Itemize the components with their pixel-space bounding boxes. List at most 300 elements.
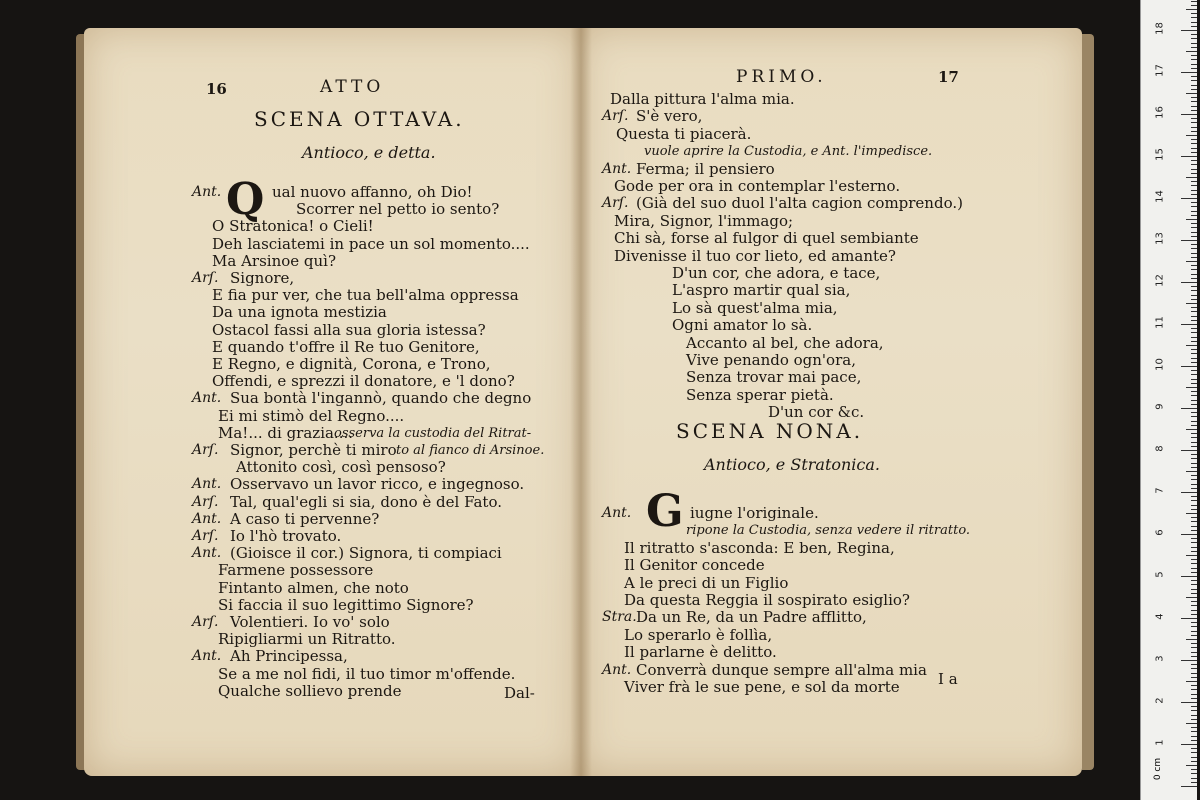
ruler-tick [1191,185,1197,186]
ruler-tick [1181,534,1197,535]
speaker-label: Ant. [602,505,632,521]
ruler-tick [1191,253,1197,254]
ruler-tick [1191,412,1197,413]
ruler-tick [1191,773,1197,774]
ruler-tick [1191,475,1197,476]
ruler-tick [1191,631,1197,632]
ruler-tick [1181,576,1197,577]
ruler-tick [1191,106,1197,107]
ruler-tick [1191,530,1197,531]
ruler-tick [1181,72,1197,73]
ruler-tick [1191,265,1197,266]
verse-line: Ripigliarmi un Ritratto. [218,630,396,649]
ruler-number: 6 [1154,529,1166,536]
ruler-tick [1181,786,1197,787]
ruler-tick [1191,122,1197,123]
ruler-number: 15 [1154,148,1166,161]
verse-line: Da una ignota mestizia [212,303,387,322]
drop-cap-q: Q [226,174,265,225]
verse-line: A caso ti pervenne? [230,509,380,528]
ruler-tick [1191,202,1197,203]
ruler-tick [1181,702,1197,703]
verse-line: (Gioisce il cor.) Signora, ti compiaci [230,544,502,563]
ruler-tick [1191,593,1197,594]
ruler-tick [1191,395,1197,396]
ruler-tick [1191,421,1197,422]
ruler-tick [1191,694,1197,695]
ruler-tick [1191,635,1197,636]
ruler-tick [1186,555,1197,556]
verse-line: Lo sà quest'alma mia, [672,298,838,317]
ruler-tick [1191,17,1197,18]
left-page [84,28,580,776]
ruler-tick [1191,589,1197,590]
verse-line: Questa ti piacerà. [616,124,752,143]
verse-line: Attonito così, così pensoso? [236,458,446,477]
verse-line: Si faccia il suo legittimo Signore? [218,595,474,614]
ruler-tick [1191,748,1197,749]
ruler-tick [1186,471,1197,472]
verse-line: O Stratonica! o Cieli! [212,217,374,236]
speaker-label: Ant. [602,160,632,177]
ruler-tick [1191,13,1197,14]
ruler-tick [1191,286,1197,287]
ruler-tick [1191,437,1197,438]
ruler-tick [1191,677,1197,678]
ruler-tick [1186,219,1197,220]
ruler-tick [1191,164,1197,165]
ruler-tick [1191,425,1197,426]
ruler-tick [1191,143,1197,144]
ruler-tick [1191,706,1197,707]
ruler-tick [1186,177,1197,178]
ruler-tick [1191,22,1197,23]
ruler-tick [1181,492,1197,493]
speaker-label: Ant. [602,661,632,678]
ruler-number: 9 [1154,403,1166,410]
ruler-tick [1181,114,1197,115]
ruler-number: 5 [1154,571,1166,578]
ruler-tick [1186,429,1197,430]
ruler-tick [1186,681,1197,682]
verse-line: (Già del suo duol l'alta cagion comprendo.) [636,194,963,213]
ruler-tick [1191,542,1197,543]
running-header-left: ATTO [320,77,385,97]
ruler-tick [1186,765,1197,766]
ruler-tick [1191,118,1197,119]
verse-line: Il Genitor concede [624,556,765,575]
verse-line: Deh lasciatemi in pace un sol momento.... [212,234,530,253]
ruler-tick [1191,736,1197,737]
ruler-tick [1191,223,1197,224]
ruler-tick [1191,139,1197,140]
ruler-tick [1191,778,1197,779]
ruler-tick [1191,769,1197,770]
ruler-tick [1191,610,1197,611]
ruler-tick [1191,383,1197,384]
verse-line: Vive penando ogn'ora, [686,351,856,369]
ruler-tick [1191,349,1197,350]
ruler-tick [1191,362,1197,363]
verse-line: D'un cor, che adora, e tace, [672,264,881,282]
ruler-tick [1186,387,1197,388]
ruler-tick [1191,689,1197,690]
page-number-right: 17 [938,68,959,86]
verse-line: D'un cor &c. [768,403,865,422]
ruler-tick [1191,152,1197,153]
ruler-tick [1191,5,1197,6]
ruler-tick [1186,597,1197,598]
ruler-tick [1191,244,1197,245]
ruler-tick [1191,538,1197,539]
ruler-tick [1191,232,1197,233]
catchword: Dal- [504,684,535,702]
verse-line: ual nuovo affanno, oh Dio! [272,183,473,201]
ruler-tick [1191,169,1197,170]
ruler-tick [1191,454,1197,455]
ruler-number: 10 [1154,358,1166,371]
ruler-tick [1191,299,1197,300]
ruler-tick [1191,320,1197,321]
ruler-tick [1191,370,1197,371]
ruler-tick [1191,181,1197,182]
verse-line: Scorrer nel petto io sento? [296,200,500,219]
ruler-tick [1191,206,1197,207]
ruler-tick [1191,572,1197,573]
speaker-label: Arſ. [192,614,219,630]
ruler-tick [1191,211,1197,212]
verse-line: Signor, perchè ti miro [230,441,397,459]
ruler-tick [1191,622,1197,623]
speaker-label: Arſ. [602,195,629,212]
ruler-tick [1186,135,1197,136]
ruler-tick [1191,101,1197,102]
ruler-number: 4 [1154,613,1166,620]
speaker-label: Arſ. [602,108,629,125]
verse-line: Signore, [230,269,295,287]
verse-line: E quando t'offre il Re tuo Genitore, [212,337,480,356]
speaker-label: Ant. [192,648,222,665]
ruler-tick [1191,26,1197,27]
ruler-tick [1191,463,1197,464]
ruler-tick [1191,85,1197,86]
ruler-tick [1191,626,1197,627]
verse-line: E fia pur ver, che tua bell'alma oppressa [212,286,519,305]
ruler-tick [1191,257,1197,258]
ruler-tick [1191,34,1197,35]
verse-line: Offendi, e sprezzi il donatore, e 'l dono? [212,372,515,391]
scene-title-right: SCENA NONA. [676,419,864,443]
ruler-tick [1191,215,1197,216]
ruler-tick [1181,408,1197,409]
verse-line: Ogni amator lo sà. [672,316,813,335]
ruler-tick [1186,51,1197,52]
ruler-tick [1191,55,1197,56]
ruler-number: 17 [1154,64,1166,77]
ruler-number: 12 [1154,274,1166,287]
ruler-tick [1191,500,1197,501]
verse-line: L'aspro martir qual sia, [672,281,851,300]
ruler-tick [1191,559,1197,560]
ruler-tick [1181,30,1197,31]
verse-line: Ah Principessa, [230,647,348,666]
verse-line: Farmene possessore [218,561,374,580]
speaker-label: Arſ. [192,528,219,544]
ruler-tick [1191,97,1197,98]
verse-line: Gode per ora in contemplar l'esterno. [614,177,901,195]
ruler-number: 8 [1154,445,1166,452]
ruler-tick [1191,656,1197,657]
ruler-tick [1191,341,1197,342]
ruler-tick [1191,295,1197,296]
ruler-tick [1191,416,1197,417]
ruler-tick [1191,80,1197,81]
stage-direction: ripone la Custodia, senza vedere il ritratto. [686,523,971,539]
ruler-tick [1191,337,1197,338]
ruler-tick [1191,442,1197,443]
ruler-tick [1191,551,1197,552]
verse-line: E Regno, e dignità, Corona, e Trono, [212,355,491,373]
verse-line: Il parlarne è delitto. [624,643,777,662]
ruler-tick [1181,618,1197,619]
ruler-tick [1191,127,1197,128]
ruler-tick [1191,685,1197,686]
ruler-number: 18 [1154,22,1166,35]
verse-line: Io l'hò trovato. [230,527,342,545]
ruler-tick [1186,345,1197,346]
scene-characters-right: Antioco, e Stratonica. [704,455,881,474]
ruler-tick [1191,374,1197,375]
ruler-tick [1181,324,1197,325]
ruler-tick [1181,198,1197,199]
ruler-tick [1181,240,1197,241]
ruler-tick [1191,47,1197,48]
ruler-tick [1191,488,1197,489]
scene-characters-left: Antioco, e detta. [302,143,436,162]
ruler-tick [1191,64,1197,65]
verse-line: Ei mi stimò del Regno.... [218,406,405,425]
ruler-tick [1191,563,1197,564]
verse-line: Dalla pittura l'alma mia. [610,90,795,108]
ruler-tick [1186,513,1197,514]
verse-line: S'è vero, [636,107,703,126]
ruler-tick [1191,190,1197,191]
ruler-tick [1191,311,1197,312]
ruler-tick [1191,647,1197,648]
ruler-tick [1186,303,1197,304]
ruler-tick [1191,110,1197,111]
ruler-number: 16 [1154,106,1166,119]
verse-line: Senza trovar mai pace, [686,368,862,387]
ruler-tick [1191,227,1197,228]
ruler-tick [1191,727,1197,728]
verse-line: Accanto al bel, che adora, [686,333,884,352]
ruler-number: 11 [1154,316,1166,329]
verse-line: Sua bontà l'ingannò, quando che degno [230,389,532,408]
ruler-tick [1191,194,1197,195]
verse-line: Ostacol fassi alla sua gloria istessa? [212,320,486,339]
ruler-tick [1191,484,1197,485]
ruler-tick [1191,614,1197,615]
ruler-tick [1191,269,1197,270]
ruler-tick [1191,467,1197,468]
ruler-number: 1 [1154,739,1166,746]
ruler-tick [1191,89,1197,90]
ruler-tick [1191,479,1197,480]
ruler-tick [1186,9,1197,10]
ruler-tick [1191,400,1197,401]
open-book [84,18,1088,782]
ruler-tick [1181,450,1197,451]
stage-direction: vuole aprire la Custodia, e Ant. l'impedisce. [644,144,933,160]
ruler-tick [1191,236,1197,237]
scene-title-left: SCENA OTTAVA. [254,107,465,131]
ruler-tick [1191,719,1197,720]
ruler-tick [1191,517,1197,518]
speaker-label: Arſ. [192,442,219,458]
verse-line: Qualche sollievo prende [218,681,402,700]
ruler-number: 14 [1154,190,1166,203]
ruler-number: 2 [1154,697,1166,704]
ruler-tick [1191,307,1197,308]
ruler-tick [1191,379,1197,380]
verse-line: iugne l'originale. [690,504,819,522]
verse-line: Lo sperarlo è follìa, [624,625,773,644]
stage-direction: osserva la custodia del Ritrat- [334,425,532,441]
drop-cap-g: G [646,486,684,537]
ruler-tick [1191,757,1197,758]
ruler-tick [1191,698,1197,699]
ruler-tick [1191,643,1197,644]
ruler-tick [1191,278,1197,279]
page-number-left: 16 [206,80,227,98]
ruler-tick [1191,568,1197,569]
verse-line: Da un Re, da un Padre afflitto, [636,608,867,627]
verse-line: Divenisse il tuo cor lieto, ed amante? [614,246,896,265]
verse-line: Chi sà, forse al fulgor di quel sembiante [614,229,919,248]
ruler-tick [1191,668,1197,669]
ruler-tick [1191,248,1197,249]
speaker-label: Ant. [192,476,222,493]
speaker-label: Arſ. [192,270,219,286]
ruler-tick [1191,496,1197,497]
ruler-tick [1191,391,1197,392]
ruler-tick [1191,446,1197,447]
ruler-tick [1186,723,1197,724]
ruler-tick [1191,584,1197,585]
verse-line: Osservavo un lavor ricco, e ingegnoso. [230,475,525,494]
ruler-tick [1186,261,1197,262]
ruler-tick [1191,652,1197,653]
ruler-tick [1191,731,1197,732]
ruler-tick [1191,274,1197,275]
verse-line: Se a me nol fidi, il tuo timor m'offende. [218,664,516,683]
ruler-tick [1186,93,1197,94]
ruler-tick [1191,601,1197,602]
ruler-tick [1191,664,1197,665]
ruler-tick [1191,59,1197,60]
ruler-tick [1191,43,1197,44]
speaker-label: Arſ. [192,493,219,510]
ruler-tick [1191,580,1197,581]
ruler-tick [1181,660,1197,661]
ruler-tick [1186,639,1197,640]
verse-line: Ma Arsinoe quì? [212,251,337,270]
ruler-tick [1191,761,1197,762]
ruler-tick [1191,173,1197,174]
ruler-tick [1191,673,1197,674]
ruler-tick [1191,521,1197,522]
running-header-right: PRIMO. [736,67,827,87]
ruler-tick [1191,782,1197,783]
ruler-tick [1181,156,1197,157]
ruler-tick [1191,76,1197,77]
ruler-tick [1191,433,1197,434]
ruler-tick [1181,744,1197,745]
verse-line: Volentieri. Io vo' solo [230,613,390,631]
ruler-tick [1191,404,1197,405]
speaker-label: Ant. [192,545,222,562]
ruler-tick [1191,358,1197,359]
ruler-tick [1191,526,1197,527]
verse-line: Tal, qual'egli si sia, dono è del Fato. [230,492,502,511]
verse-line: Il ritratto s'asconda: E ben, Regina, [624,538,895,557]
measuring-ruler [1140,0,1197,800]
ruler-tick [1191,605,1197,606]
speaker-label: Ant. [192,184,222,200]
ruler-tick [1191,290,1197,291]
signature-mark: I a [938,670,958,688]
verse-line: Converrà dunque sempre all'alma mia [636,660,927,679]
ruler-tick [1191,715,1197,716]
ruler-tick [1191,328,1197,329]
book-edge-right [1082,34,1094,770]
stage-direction: to al fianco di Arsinoe. [396,443,545,458]
ruler-tick [1191,160,1197,161]
speaker-label: Stra. [602,609,637,626]
ruler-unit-label: 0 cm [1153,757,1164,781]
verse-line: Da questa Reggia il sospirato esiglio? [624,591,910,609]
ruler-number: 7 [1154,487,1166,494]
ruler-tick [1191,332,1197,333]
ruler-tick [1191,316,1197,317]
verse-line: Mira, Signor, l'immago; [614,211,794,230]
speaker-label: Ant. [192,390,222,407]
ruler-tick [1191,353,1197,354]
ruler-tick [1181,366,1197,367]
ruler-tick [1191,68,1197,69]
ruler-tick [1191,458,1197,459]
verse-line: Senza sperar pietà. [686,385,834,404]
ruler-tick [1191,38,1197,39]
book-gutter [570,28,592,776]
speaker-label: Ant. [192,510,222,527]
ruler-tick [1191,752,1197,753]
ruler-tick [1191,547,1197,548]
verse-line: Ferma; il pensiero [636,159,775,178]
ruler-tick [1191,131,1197,132]
ruler-tick [1191,740,1197,741]
verse-line: Fintanto almen, che noto [218,578,409,597]
ruler-tick [1191,505,1197,506]
ruler-number: 13 [1154,232,1166,245]
right-page [580,28,1082,776]
verse-line: Ma!... di grazia.... [218,423,353,442]
ruler-tick [1191,509,1197,510]
ruler-tick [1191,148,1197,149]
ruler-tick [1191,1,1197,2]
ruler-tick [1191,710,1197,711]
